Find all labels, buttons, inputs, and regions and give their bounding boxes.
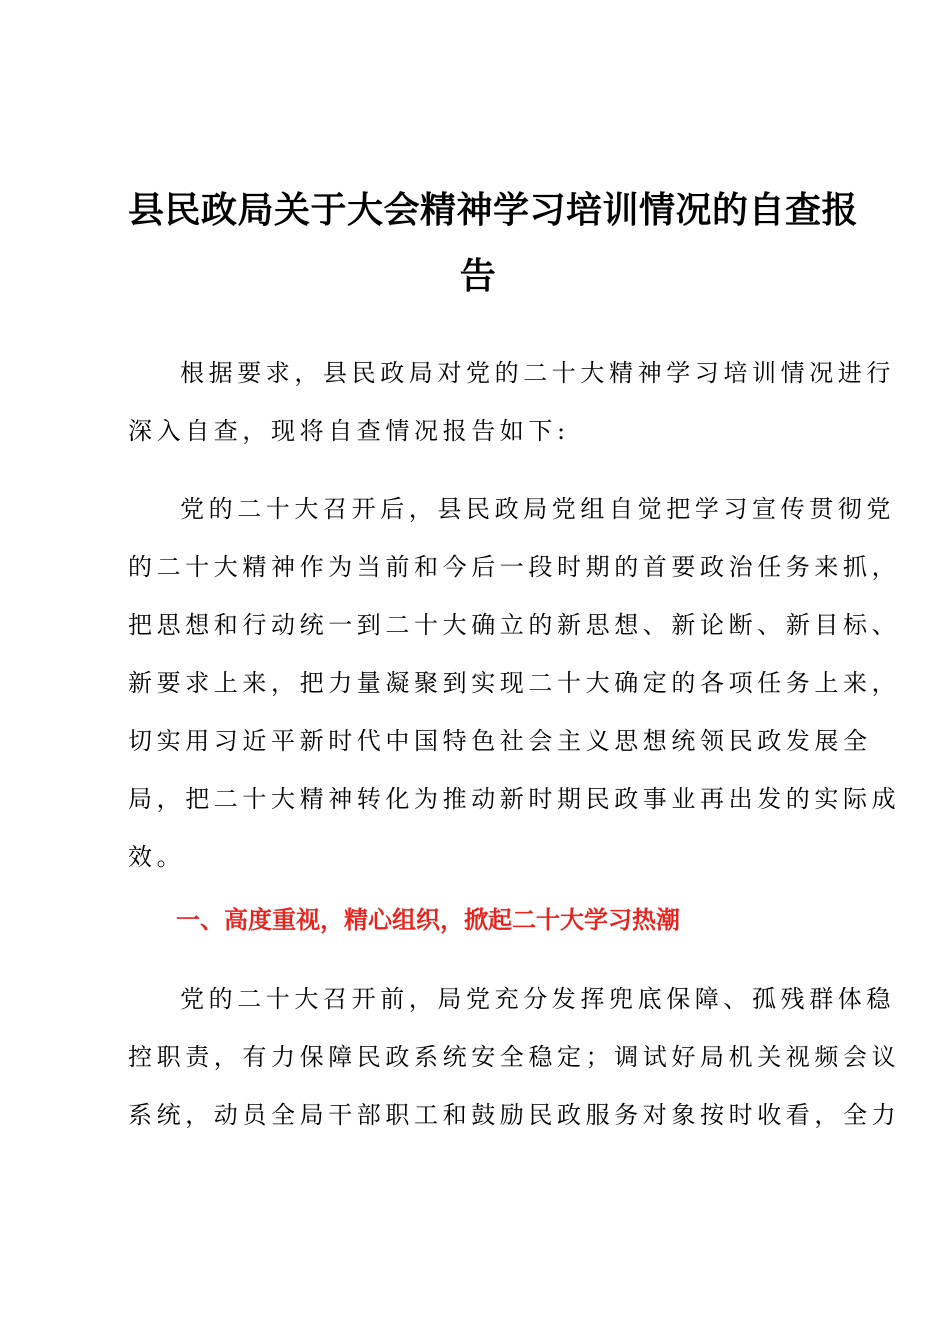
paragraph-line: 新要求上来，把力量凝聚到实现二十大确定的各项任务上来， [128,669,901,697]
paragraph-line: 深入自查，现将自查情况报告如下: [128,417,570,445]
paragraph-line: 把思想和行动统一到二十大确立的新思想、新论断、新目标、 [128,611,901,639]
title-line-1: 县民政局关于大会精神学习培训情况的自查报 [128,190,859,231]
paragraph-overview [128,480,901,886]
paragraph-line: 的二十大精神作为当前和今后一段时期的首要政治任务来抓， [128,553,901,581]
paragraph-line: 控职责，有力保障民政系统安全稳定；调试好局机关视频会议 [128,1043,901,1071]
paragraph-line: 局，把二十大精神转化为推动新时期民政事业再出发的实际成 [128,785,901,813]
document-title [128,178,859,310]
title-line-2: 告 [459,256,497,297]
paragraph-section-1 [128,970,901,1144]
paragraph-intro [128,344,895,460]
section-heading-1: 一、高度重视，精心组织，掀起二十大学习热潮 [176,906,680,934]
paragraph-line: 根据要求，县民政局对党的二十大精神学习培训情况进行 [180,359,895,387]
paragraph-line: 切实用习近平新时代中国特色社会主义思想统领民政发展全 [128,727,872,755]
paragraph-line: 效。 [128,843,186,871]
paragraph-line: 党的二十大召开前，局党充分发挥兜底保障、孤残群体稳 [180,985,895,1013]
paragraph-line: 系统，动员全局干部职工和鼓励民政服务对象按时收看，全力 [128,1101,901,1129]
paragraph-line: 党的二十大召开后，县民政局党组自觉把学习宣传贯彻党 [180,495,895,523]
